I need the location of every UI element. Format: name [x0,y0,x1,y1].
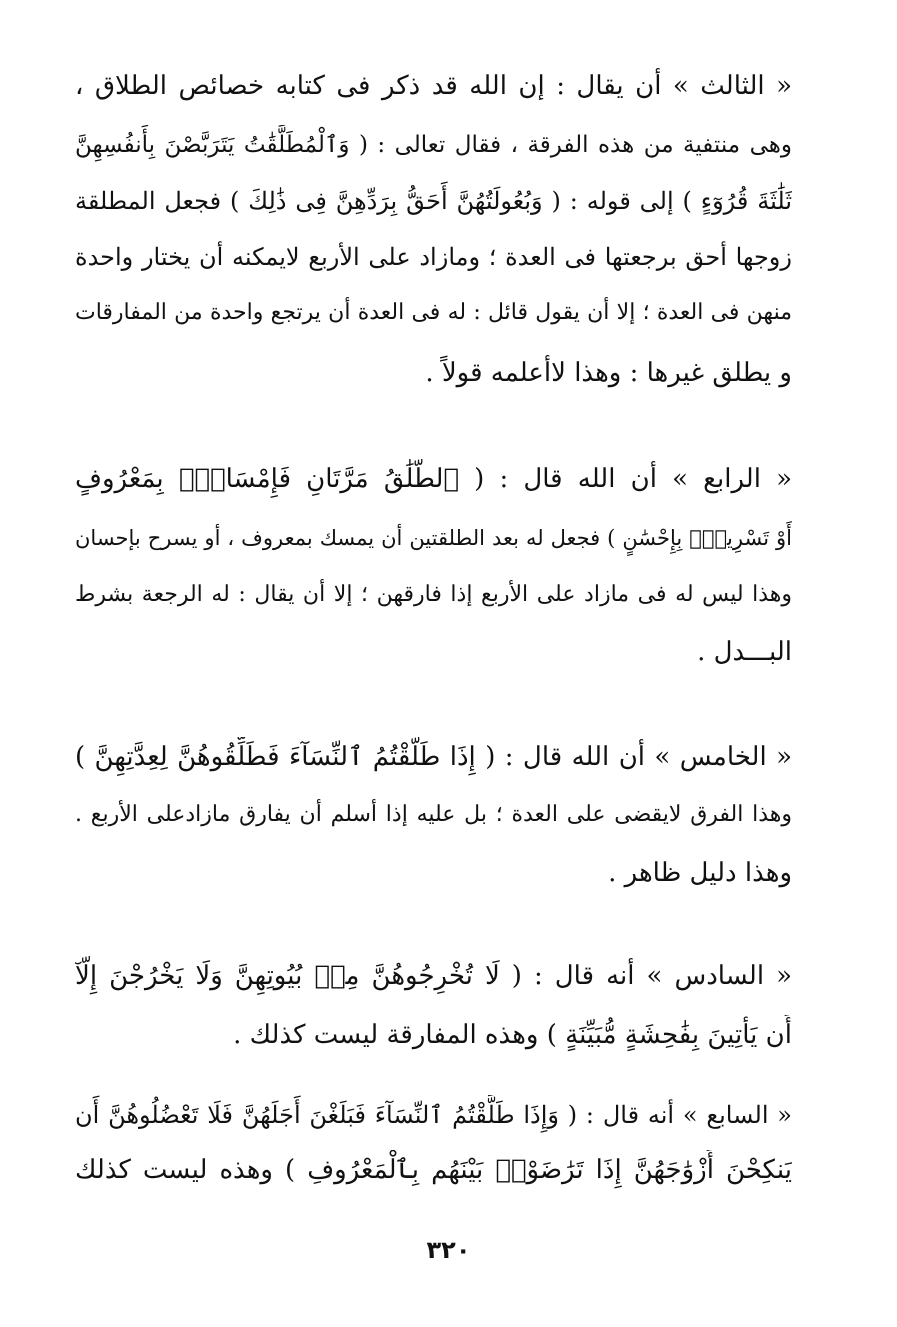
text-line: « السادس » أنه قال : ( لَا تُخْرِجُوهُنَّ مِنۢ بُيُوتِهِنَّ وَلَا يَخْرُجْنَ إِلَّآ [75,961,792,991]
text-line: أَوْ تَسْرِيحٌۢ بِإِحْسَٰنٍ ) فجعل له بعد الطلقتين أن يمسك بمعروف ، أو يسرح بإحسان [75,526,792,550]
text-line: أَن يَأْتِينَ بِفَٰحِشَةٍ مُّبَيِّنَةٍ ) وهذه المفارقة ليست كذلك . [233,1020,792,1050]
text-line: البـــدل . [697,637,792,667]
text-line: « الثالث » أن يقال : إن الله قد ذكر فى كتابه خصائص الطلاق ، [75,71,792,101]
text-line: و يطلق غيرها : وهذا لاأعلمه قولاً . [425,358,792,388]
text-line: منهن فى العدة ؛ إلا أن يقول قائل : له فى العدة أن يرتجع واحدة من المفارقات [75,300,792,325]
text-line: « الرابع » أن الله قال : ( ٱلطَّلَٰقُ مَرَّتَانِ فَإِمْسَاكٌۢ بِمَعْرُوفٍ [75,464,792,494]
text-line: وهذا ليس له فى مازاد على الأربع إذا فارقهن ؛ إلا أن يقال : له الرجعة بشرط [75,582,792,607]
text-line: يَنكِحْنَ أَزْوَٰجَهُنَّ إِذَا تَرَٰضَوْا۟ بَيْنَهُم بِٱلْمَعْرُوفِ ) وهذه ليست كذلك [75,1155,792,1185]
text-line: وهذا الفرق لايقضى على العدة ؛ بل عليه إذا أسلم أن يفارق مازادعلى الأربع . [75,802,792,827]
page-number: ٣٢٠ [426,1236,471,1264]
text-line: ثَلَٰثَةَ قُرُوٓءٍ ) إلى قوله : ( وَبُعُولَتُهُنَّ أَحَقُّ بِرَدِّهِنَّ فِى ذَٰلِكَ ) فجعل المطلقة [75,187,792,215]
text-line: زوجها أحق برجعتها فى العدة ؛ ومازاد على الأربع لايمكنه أن يختار واحدة [75,243,792,271]
text-line: « السابع » أنه قال : ( وَإِذَا طَلَّقْتُمُ ٱلنِّسَآءَ فَبَلَغْنَ أَجَلَهُنَّ فَلَا تَعْضُلُوهُنَّ أَن [75,1101,792,1129]
text-line: « الخامس » أن الله قال : ( إِذَا طَلَّقْتُمُ ٱلنِّسَآءَ فَطَلِّقُوهُنَّ لِعِدَّتِهِنَّ ) [75,742,792,772]
text-line: وهذا دليل ظاهر . [608,858,792,888]
text-line: وهى منتفية من هذه الفرقة ، فقال تعالى : ( وَٱلْمُطَلَّقَٰتُ يَتَرَبَّصْنَ بِأَنفُسِهِنَّ [75,132,792,158]
